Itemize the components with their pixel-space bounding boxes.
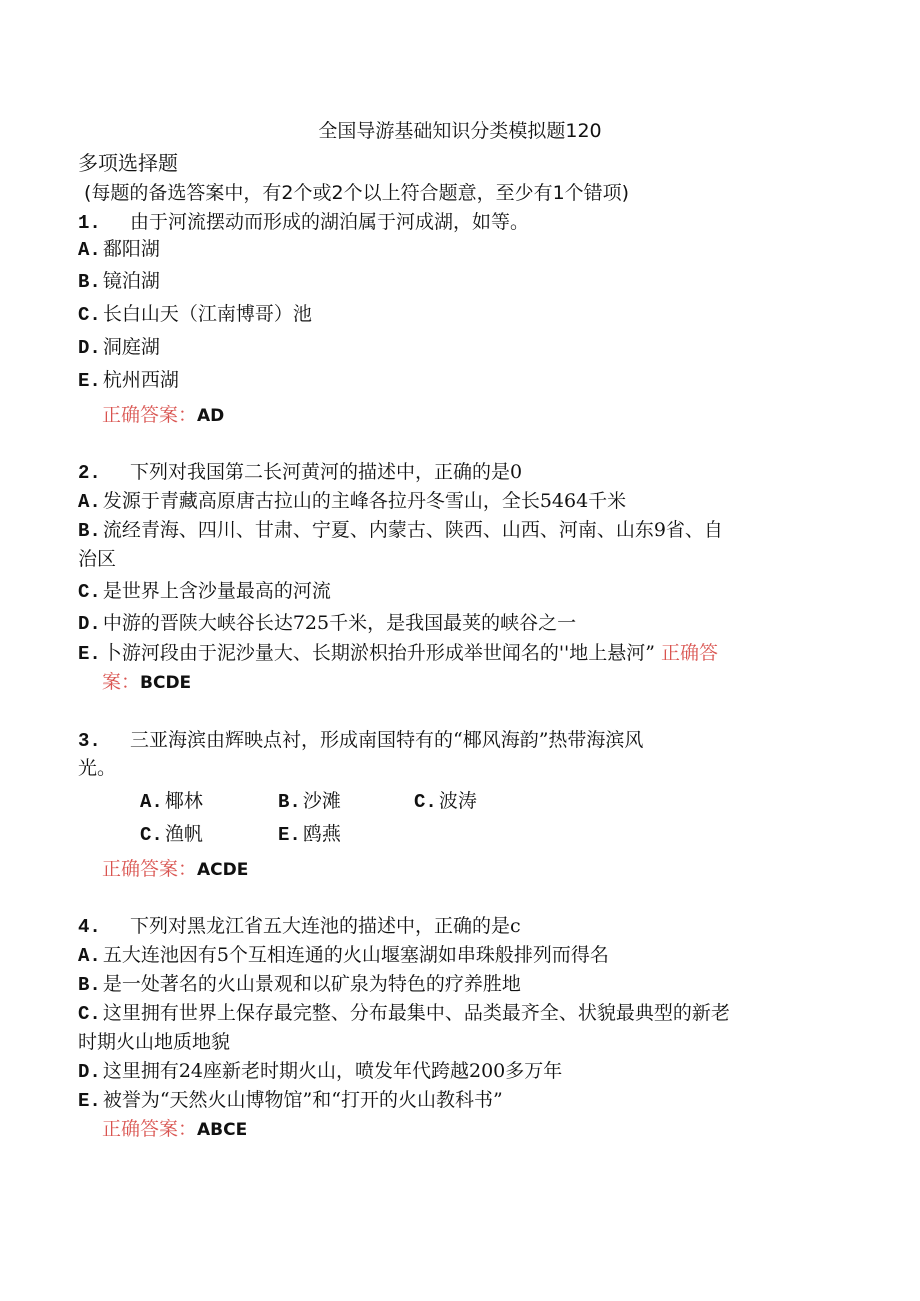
option-item: E. 杭州西湖 <box>78 369 179 392</box>
instruction-text: (每题的备选答案中，有2个或2个以上符合题意，至少有1个错项) <box>84 182 630 204</box>
option-item: E. 被誉为“天然火山博物馆”和“打开的火山教科书” <box>78 1089 503 1112</box>
option-item: B. 流经青海、四川、甘肃、宁夏、内蒙古、陕西、山西、河南、山东9省、自 <box>78 519 723 542</box>
correct-answer: 案：BCDE <box>102 671 192 693</box>
option-item: D. 洞庭湖 <box>78 336 160 359</box>
option-item: B. 是一处著名的火山景观和以矿泉为特色的疗养胜地 <box>78 973 521 996</box>
question-1 <box>78 209 529 236</box>
option-item: D. 中游的晋陕大峡谷长达725千米，是我国最荚的峡谷之一 <box>78 612 577 635</box>
option-item: C. 这里拥有世界上保存最完整、分布最集中、品类最齐全、状貌最典型的新老 <box>78 1002 730 1025</box>
option-item: A. 发源于青藏高原唐古拉山的主峰各拉丹冬雪山，全长5464千米 <box>78 490 627 513</box>
question-3 <box>78 727 643 754</box>
question-text: 由于河流摆动而形成的湖泊属于河成湖，如等。 <box>130 211 530 233</box>
option-item: B. 镜泊湖 <box>78 270 160 293</box>
correct-answer: 正确答案：ACDE <box>102 858 249 880</box>
option-item: E. 鸥燕 <box>278 823 341 846</box>
section-heading: 多项选择题 <box>78 151 178 175</box>
correct-answer: 正确答案：AD <box>102 404 225 426</box>
question-2 <box>78 459 522 486</box>
option-continuation: 治区 <box>78 548 117 570</box>
question-number: 2. <box>78 462 101 484</box>
question-number: 1. <box>78 212 101 234</box>
question-text: 下列对我国第二长河黄河的描述中，正确的是0 <box>130 461 523 483</box>
question-number: 4. <box>78 916 101 938</box>
option-item: C. 长白山天（江南博哥）池 <box>78 303 312 326</box>
option-item: C. 是世界上含沙量最高的河流 <box>78 580 331 603</box>
option-item: E. 卜游河段由于泥沙量大、长期淤枳抬升形成举世闻名的''地上悬河” 正确答 <box>78 642 718 665</box>
question-number: 3. <box>78 730 101 752</box>
question-4 <box>78 913 521 940</box>
option-item: C. 渔帆 <box>140 823 203 846</box>
option-item: D. 这里拥有24座新老时期火山，喷发年代跨越200多万年 <box>78 1060 563 1083</box>
option-item: A. 椰林 <box>140 790 203 813</box>
option-item: A. 五大连池因有5个互相连通的火山堰塞湖如串珠般排列而得名 <box>78 944 609 967</box>
option-item: C. 波涛 <box>414 790 477 813</box>
correct-answer: 正确答案：ABCE <box>102 1118 248 1140</box>
option-item: A. 鄱阳湖 <box>78 238 160 261</box>
question-continuation: 光。 <box>78 757 117 779</box>
option-item: B. 沙滩 <box>278 790 341 813</box>
question-text: 三亚海滨由辉映点衬，形成南国特有的“椰风海韵”热带海滨风 <box>130 729 644 751</box>
page-title: 全国导游基础知识分类模拟题120 <box>318 120 602 142</box>
question-text: 下列对黑龙江省五大连池的描述中，正确的是c <box>130 915 521 937</box>
option-continuation: 时期火山地质地貌 <box>78 1031 231 1053</box>
